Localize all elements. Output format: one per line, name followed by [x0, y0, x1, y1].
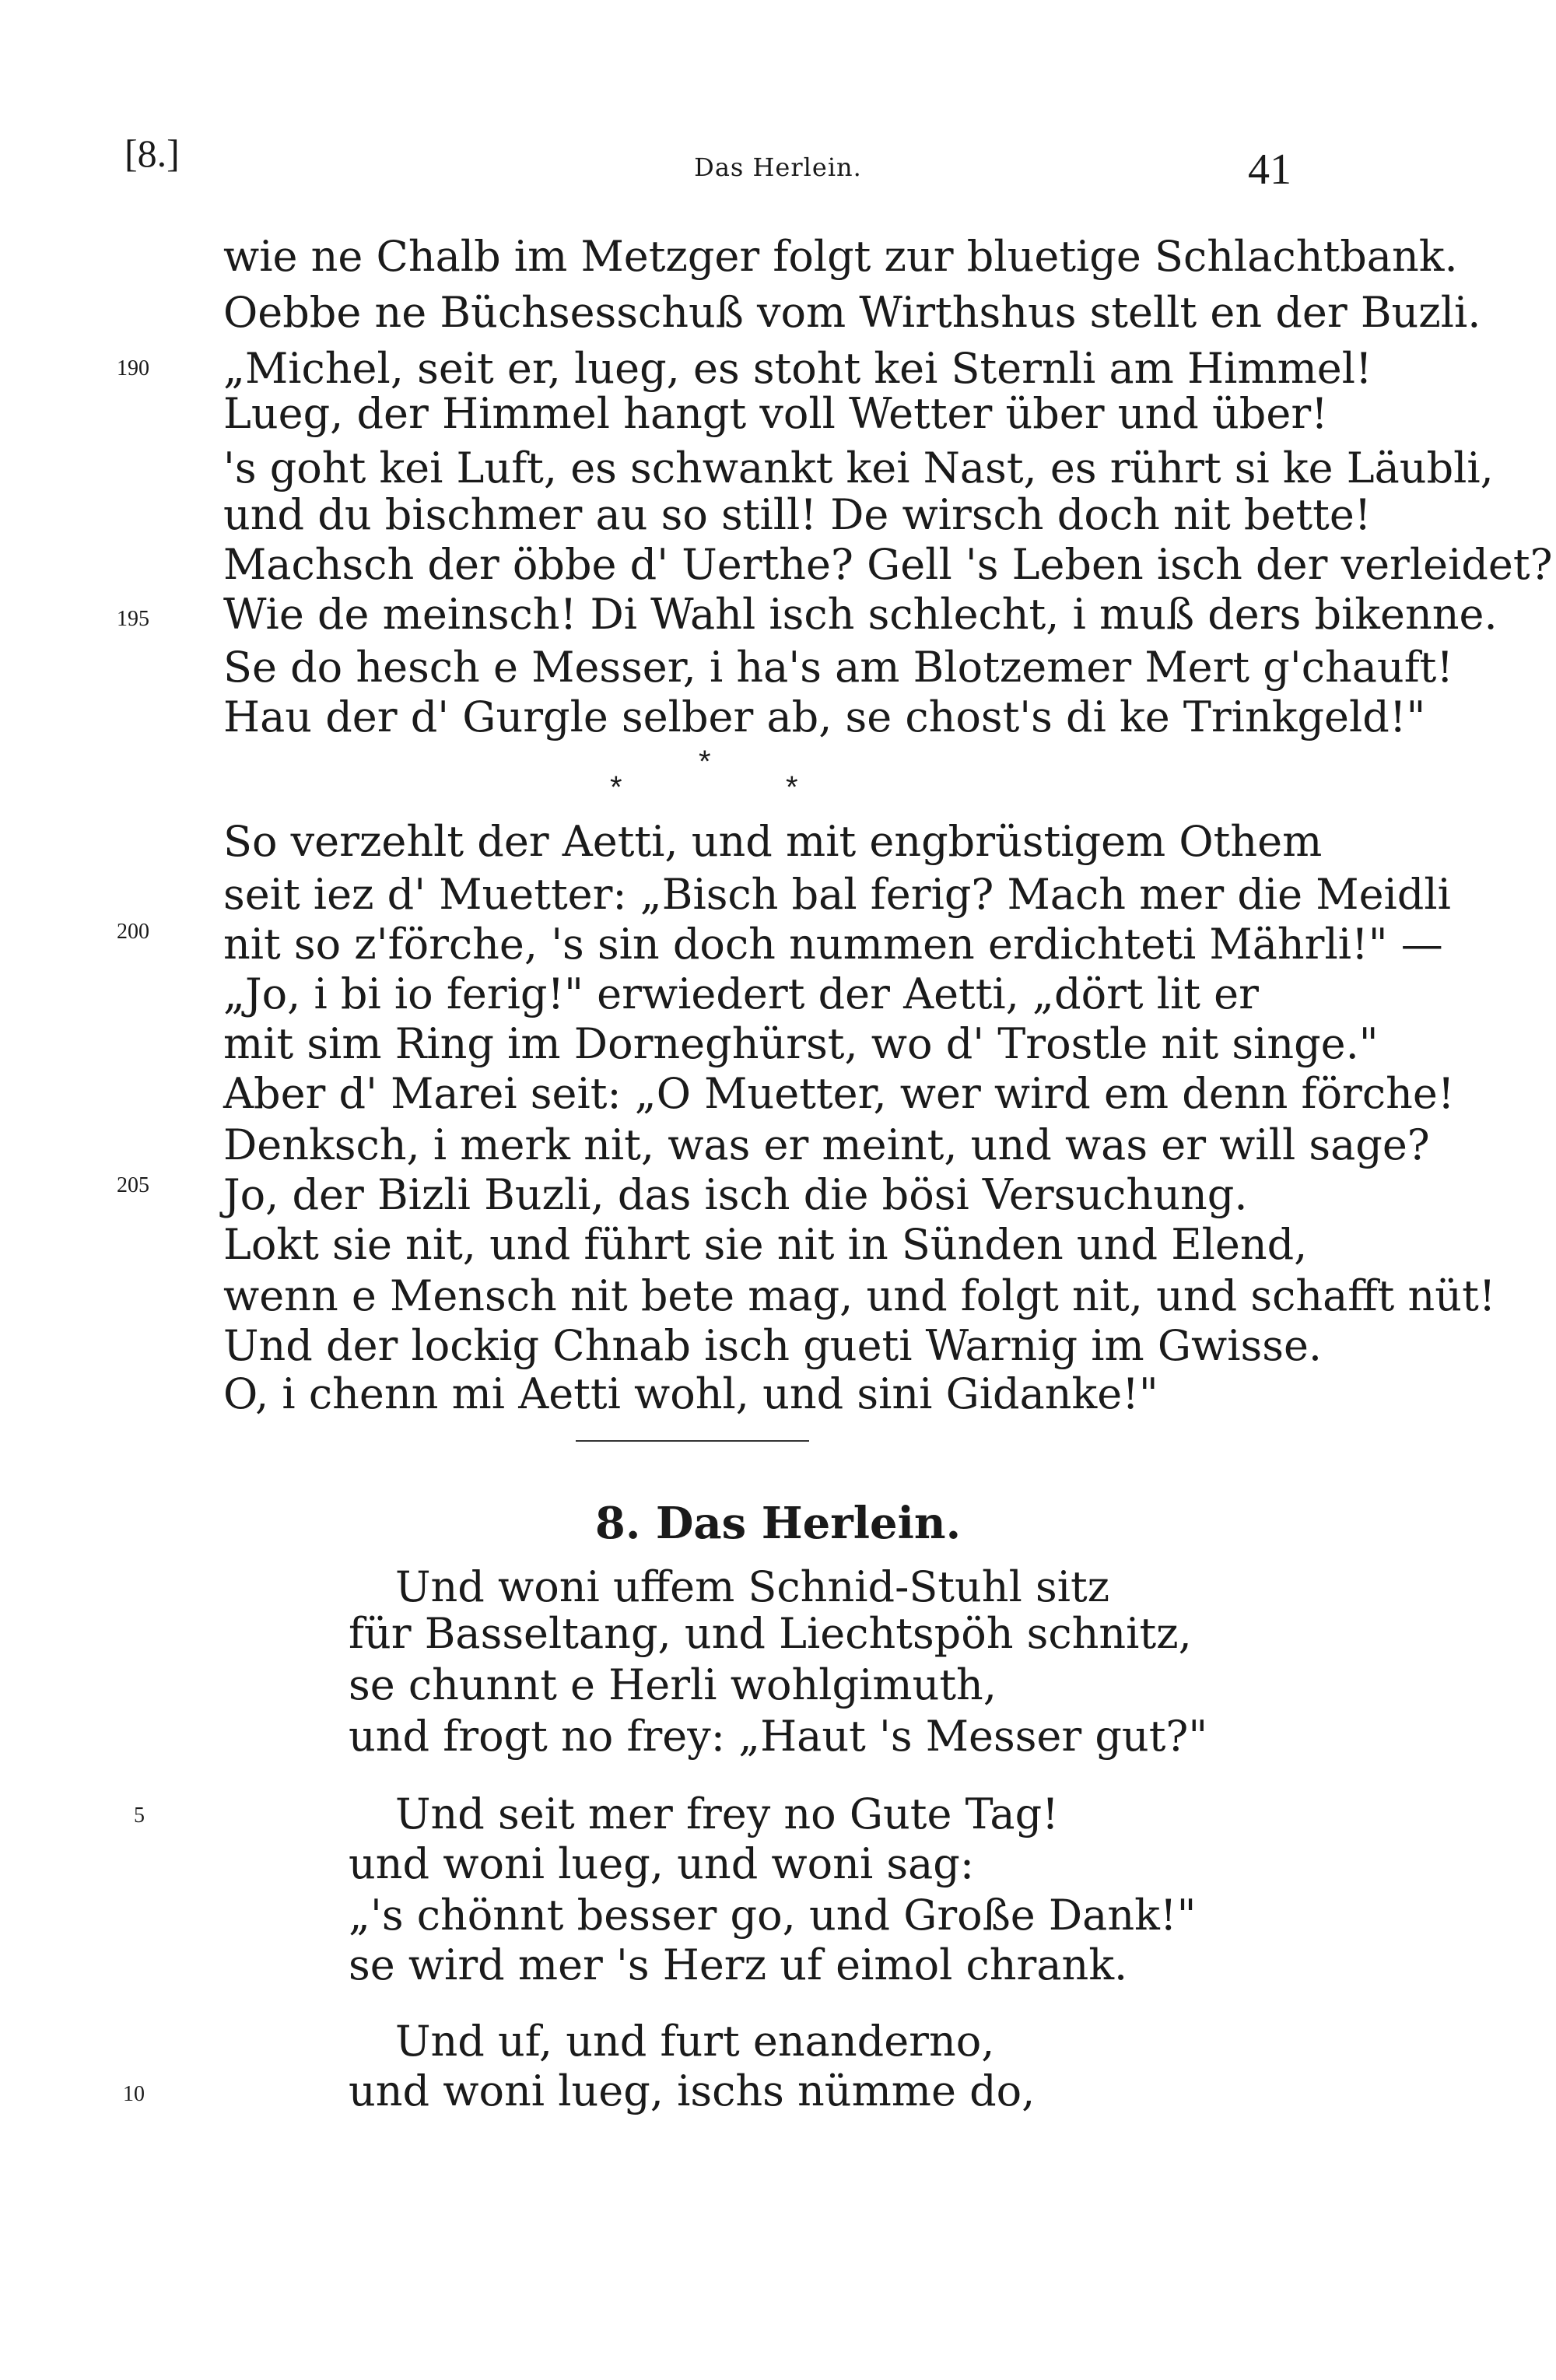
poem-line: und du bischmer au so still! De wirsch doch nit bette! — [223, 490, 1372, 539]
section-line: se chunnt e Herli wohlgimuth, — [349, 1660, 997, 1709]
poem-line: wenn e Mensch nit bete mag, und folgt nit, und schafft nüt! — [223, 1271, 1496, 1320]
poem-line: Wie de meinsch! Di Wahl isch schlecht, i muß ders bikenne. — [223, 590, 1498, 639]
section-line: Und seit mer frey no Gute Tag! — [395, 1789, 1059, 1838]
poem-line: „Jo, i bi io ferig!" erwiedert der Aetti, „dört lit er — [223, 969, 1259, 1018]
asterism-star: * — [699, 745, 711, 779]
section-line: se wird mer 's Herz uf eimol chrank. — [349, 1940, 1128, 1989]
section-line-number-10: 10 — [123, 2082, 145, 2106]
section-line: und woni lueg, und woni sag: — [349, 1839, 975, 1888]
poem-line: Lueg, der Himmel hangt voll Wetter über und über! — [223, 389, 1328, 438]
section-line: und woni lueg, ischs nümme do, — [349, 2066, 1036, 2115]
asterism-star: * — [610, 770, 622, 804]
section-line: Und uf, und furt enanderno, — [395, 2017, 995, 2066]
line-number-205: 205 — [117, 1173, 149, 1197]
running-header-title: Das Herlein. — [694, 152, 862, 182]
poem-line: O, i chenn mi Aetti wohl, und sini Gidanke!" — [223, 1369, 1158, 1418]
section-divider — [576, 1440, 809, 1442]
poem-line: Oebbe ne Büchsesschuß vom Wirthshus stellt en der Buzli. — [223, 288, 1481, 337]
poem-line: „Michel, seit er, lueg, es stoht kei Sternli am Himmel! — [223, 344, 1372, 393]
section-line: „'s chönnt besser go, und Große Dank!" — [349, 1891, 1197, 1940]
line-number-190: 190 — [117, 356, 149, 380]
poem-line: Hau der d' Gurgle selber ab, se chost's di ke Trinkgeld!" — [223, 692, 1426, 741]
poem-line: seit iez d' Muetter: „Bisch bal ferig? Mach mer die Meidli — [223, 870, 1451, 919]
poem-line: 's goht kei Luft, es schwankt kei Nast, es rührt si ke Läubli, — [223, 443, 1494, 492]
page-number: 41 — [1248, 145, 1291, 194]
section-line: und frogt no frey: „Haut 's Messer gut?" — [349, 1712, 1208, 1761]
poem-line: Jo, der Bizli Buzli, das isch die bösi Versuchung. — [223, 1170, 1248, 1219]
section-line: Und woni uffem Schnid-Stuhl sitz — [395, 1562, 1110, 1611]
section-line: für Basseltang, und Liechtspöh schnitz, — [349, 1609, 1192, 1658]
poem-line: Machsch der öbbe d' Uerthe? Gell 's Leben isch der verleidet? — [223, 540, 1553, 589]
poem-line: nit so z'förche, 's sin doch nummen erdichteti Mährli!" — — [223, 920, 1443, 969]
poem-line: Lokt sie nit, und führt sie nit in Sünden und Elend, — [223, 1220, 1308, 1269]
poem-line: mit sim Ring im Dorneghürst, wo d' Trostle nit singe." — [223, 1019, 1379, 1068]
line-number-200: 200 — [117, 920, 149, 944]
section-line-number-5: 5 — [134, 1803, 145, 1828]
poem-line: So verzehlt der Aetti, und mit engbrüstigem Othem — [223, 817, 1323, 866]
poem-line: Aber d' Marei seit: „O Muetter, wer wird em denn förche! — [223, 1069, 1455, 1118]
section-title: 8. Das Herlein. — [594, 1498, 962, 1549]
poem-line: wie ne Chalb im Metzger folgt zur bluetige Schlachtbank. — [223, 232, 1458, 281]
poem-line: Und der lockig Chnab isch gueti Warnig im Gwisse. — [223, 1321, 1323, 1370]
poem-line: Denksch, i merk nit, was er meint, und was er will sage? — [223, 1120, 1430, 1169]
running-header-left: [8.] — [124, 131, 180, 175]
asterism-star: * — [786, 770, 798, 804]
poem-line: Se do hesch e Messer, i ha's am Blotzemer Mert g'chauft! — [223, 643, 1454, 692]
line-number-195: 195 — [117, 607, 149, 631]
